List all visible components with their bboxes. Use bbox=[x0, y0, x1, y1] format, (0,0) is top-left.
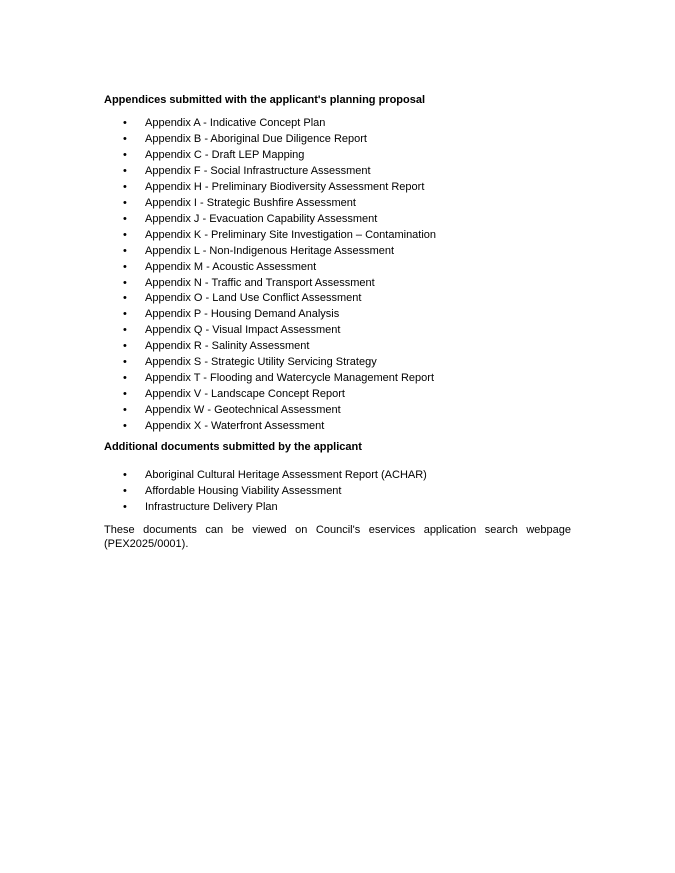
bullet-icon bbox=[123, 291, 133, 307]
bullet-icon bbox=[123, 387, 133, 403]
bullet-icon bbox=[123, 180, 133, 196]
list-item-text: Appendix N - Traffic and Transport Assessment bbox=[145, 276, 375, 289]
bullet-icon bbox=[123, 500, 133, 516]
list-item bbox=[104, 468, 571, 484]
appendices-list bbox=[104, 116, 571, 435]
list-item-text: Appendix V - Landscape Concept Report bbox=[145, 388, 345, 401]
bullet-icon bbox=[123, 339, 133, 355]
bullet-icon bbox=[123, 403, 133, 419]
bullet-icon bbox=[123, 419, 133, 435]
list-item bbox=[104, 419, 571, 435]
list-item-text: Appendix H - Preliminary Biodiversity Assessment Report bbox=[145, 180, 425, 193]
list-item bbox=[104, 355, 571, 371]
list-item-text: Appendix W - Geotechnical Assessment bbox=[145, 404, 341, 417]
bullet-icon bbox=[123, 371, 133, 387]
list-item bbox=[104, 500, 571, 516]
bullet-icon bbox=[123, 228, 133, 244]
bullet-icon bbox=[123, 212, 133, 228]
bullet-icon bbox=[123, 116, 133, 132]
list-item-text: Affordable Housing Viability Assessment bbox=[145, 485, 342, 498]
list-item bbox=[104, 212, 571, 228]
list-item-text: Appendix O - Land Use Conflict Assessment bbox=[145, 292, 362, 305]
list-item bbox=[104, 323, 571, 339]
list-item bbox=[104, 116, 571, 132]
list-item bbox=[104, 260, 571, 276]
list-item bbox=[104, 387, 571, 403]
bullet-icon bbox=[123, 148, 133, 164]
section-heading-appendices: Appendices submitted with the applicant's planning proposal bbox=[104, 94, 426, 106]
list-item bbox=[104, 164, 571, 180]
list-item-text: Appendix P - Housing Demand Analysis bbox=[145, 308, 340, 321]
bullet-icon bbox=[123, 132, 133, 148]
bullet-icon bbox=[123, 323, 133, 339]
bullet-icon bbox=[123, 164, 133, 180]
list-item bbox=[104, 148, 571, 164]
list-item bbox=[104, 291, 571, 307]
bullet-icon bbox=[123, 307, 133, 323]
list-item-text: Appendix X - Waterfront Assessment bbox=[145, 420, 325, 433]
list-item-text: Appendix T - Flooding and Watercycle Management Report bbox=[145, 372, 435, 385]
list-item bbox=[104, 307, 571, 323]
list-item-text: Appendix F - Social Infrastructure Assessment bbox=[145, 164, 371, 177]
list-item-text: Appendix L - Non-Indigenous Heritage Assessment bbox=[145, 244, 395, 257]
list-item bbox=[104, 196, 571, 212]
list-item bbox=[104, 180, 571, 196]
list-item bbox=[104, 228, 571, 244]
list-item bbox=[104, 244, 571, 260]
list-item bbox=[104, 403, 571, 419]
list-item-text: Appendix J - Evacuation Capability Assessment bbox=[145, 212, 378, 225]
list-item-text: Appendix I - Strategic Bushfire Assessment bbox=[145, 196, 356, 209]
list-item-text: Appendix R - Salinity Assessment bbox=[145, 340, 310, 353]
list-item-text: Appendix K - Preliminary Site Investigation – Contamination bbox=[145, 228, 437, 241]
bullet-icon bbox=[123, 355, 133, 371]
list-item-text: Aboriginal Cultural Heritage Assessment Report (ACHAR) bbox=[145, 469, 427, 482]
list-item bbox=[104, 339, 571, 355]
bullet-icon bbox=[123, 276, 133, 292]
list-item-text: Appendix B - Aboriginal Due Diligence Report bbox=[145, 132, 367, 145]
bullet-icon bbox=[123, 484, 133, 500]
list-item bbox=[104, 276, 571, 292]
list-item-text: Appendix A - Indicative Concept Plan bbox=[145, 117, 326, 129]
bullet-icon bbox=[123, 468, 133, 484]
bullet-icon bbox=[123, 196, 133, 212]
list-item-text: Appendix Q - Visual Impact Assessment bbox=[145, 324, 341, 337]
list-item bbox=[104, 484, 571, 500]
list-item-text: Infrastructure Delivery Plan bbox=[145, 500, 278, 513]
list-item-text: Appendix S - Strategic Utility Servicing Strategy bbox=[145, 356, 377, 369]
additional-documents-list bbox=[104, 468, 571, 516]
document-content bbox=[104, 94, 571, 551]
list-item bbox=[104, 132, 571, 148]
list-item bbox=[104, 371, 571, 387]
section-heading-additional-documents: Additional documents submitted by the applicant bbox=[104, 441, 362, 454]
bullet-icon bbox=[123, 260, 133, 276]
bullet-icon bbox=[123, 244, 133, 260]
list-item-text: Appendix C - Draft LEP Mapping bbox=[145, 148, 305, 161]
list-item-text: Appendix M - Acoustic Assessment bbox=[145, 260, 317, 273]
closing-paragraph: These documents can be viewed on Council's eservices application search webpage (PEX2025/0001). bbox=[104, 523, 571, 550]
